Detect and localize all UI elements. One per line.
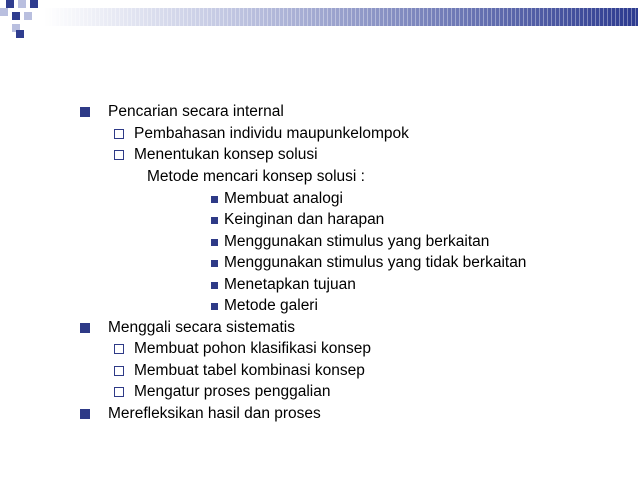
corner-square — [0, 8, 8, 16]
corner-square — [18, 0, 26, 8]
corner-square — [30, 0, 38, 8]
list-item-text: Menentukan konsep solusi — [134, 146, 318, 163]
corner-square — [24, 12, 32, 20]
small-square-bullet-icon — [211, 196, 218, 203]
hollow-square-bullet-icon — [114, 344, 124, 354]
hollow-square-bullet-icon — [114, 366, 124, 376]
filled-square-bullet-icon — [80, 107, 90, 117]
hollow-square-bullet-icon — [114, 129, 124, 139]
list-item-text: Menggunakan stimulus yang tidak berkaitan — [224, 254, 527, 271]
filled-square-bullet-icon — [80, 409, 90, 419]
list-item-text: Menetapkan tujuan — [224, 276, 356, 293]
small-square-bullet-icon — [211, 260, 218, 267]
list-item-text: Keinginan dan harapan — [224, 211, 385, 228]
header-gradient-bar — [44, 8, 638, 26]
list-item-text: Menggali secara sistematis — [108, 319, 295, 336]
list-item-text: Pembahasan individu maupunkelompok — [134, 125, 409, 142]
list-item-text: Membuat tabel kombinasi konsep — [134, 362, 365, 379]
small-square-bullet-icon — [211, 303, 218, 310]
list-item-text: Metode galeri — [224, 297, 318, 314]
list-item-text: Membuat pohon klasifikasi konsep — [134, 340, 371, 357]
list-item-text: Mengatur proses penggalian — [134, 383, 331, 400]
hollow-square-bullet-icon — [114, 387, 124, 397]
list-item-text: Merefleksikan hasil dan proses — [108, 405, 321, 422]
list-item-text: Membuat analogi — [224, 190, 343, 207]
list-item-text: Pencarian secara internal — [108, 103, 284, 120]
small-square-bullet-icon — [211, 217, 218, 224]
small-square-bullet-icon — [211, 239, 218, 246]
list-item-text: Menggunakan stimulus yang berkaitan — [224, 233, 490, 250]
hollow-square-bullet-icon — [114, 150, 124, 160]
corner-square — [6, 0, 14, 8]
filled-square-bullet-icon — [80, 323, 90, 333]
corner-square — [12, 12, 20, 20]
list-item-text: Metode mencari konsep solusi : — [147, 168, 365, 185]
small-square-bullet-icon — [211, 282, 218, 289]
corner-square — [16, 30, 24, 38]
